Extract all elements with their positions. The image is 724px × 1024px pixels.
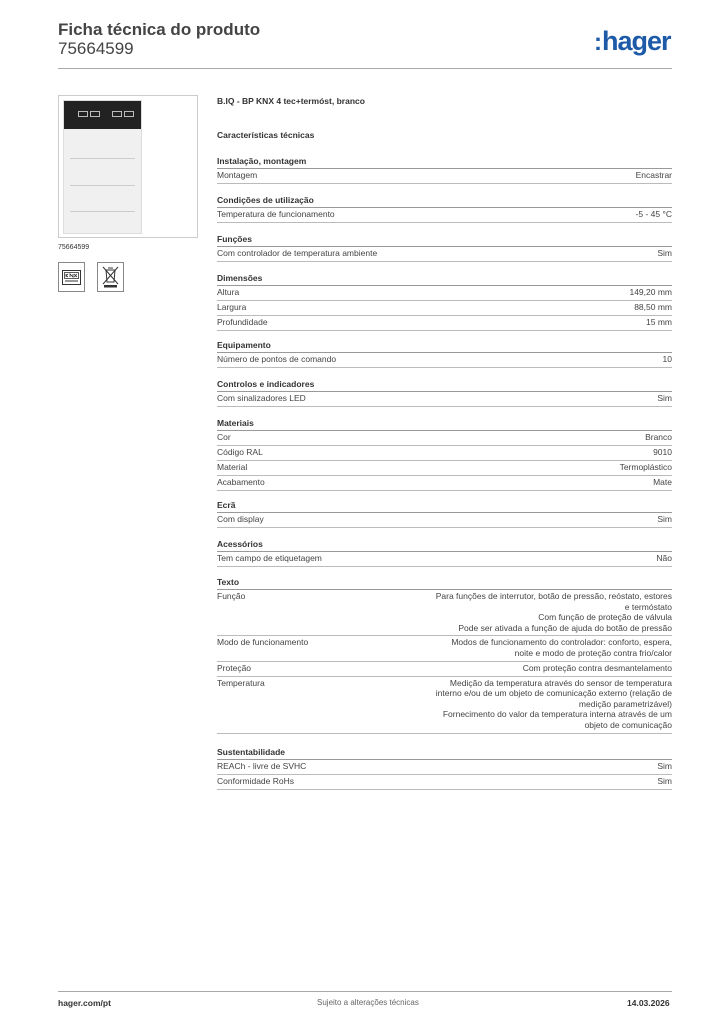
spec-row bbox=[217, 461, 672, 476]
spec-row bbox=[217, 476, 672, 491]
spec-value: Sim bbox=[657, 514, 672, 524]
spec-row bbox=[217, 636, 672, 661]
footer-note: Sujeito a alterações técnicas bbox=[317, 998, 419, 1007]
spec-label: Modo de funcionamento bbox=[217, 637, 309, 648]
spec-value-line: Para funções de interrutor, botão de pressão, reóstato, estores bbox=[435, 591, 672, 601]
spec-value-line: Pode ser ativada a função de ajuda do botão de pressão bbox=[458, 622, 672, 633]
spec-label: Cor bbox=[217, 432, 231, 442]
spec-value-line: Modos de funcionamento do controlador: conforto, espera, bbox=[451, 637, 672, 648]
spec-label: Material bbox=[217, 462, 248, 472]
footer-divider bbox=[58, 991, 672, 992]
spec-value bbox=[397, 663, 672, 674]
spec-row bbox=[217, 775, 672, 790]
spec-row bbox=[217, 208, 672, 223]
spec-value: -5 - 45 °C bbox=[635, 209, 672, 219]
spec-value-line: Com proteção contra desmantelamento bbox=[522, 662, 672, 673]
spec-section bbox=[217, 746, 672, 790]
doc-title: Ficha técnica do produto bbox=[58, 20, 261, 39]
spec-value: Sim bbox=[657, 248, 672, 258]
spec-value: 149,20 mm bbox=[629, 287, 672, 297]
spec-value: 9010 bbox=[653, 447, 672, 457]
spec-label: REACh - livre de SVHC bbox=[217, 761, 307, 771]
spec-row bbox=[217, 316, 672, 331]
spec-row bbox=[217, 353, 672, 368]
spec-label: Altura bbox=[217, 287, 240, 297]
spec-label: Acabamento bbox=[217, 477, 265, 487]
spec-value: 88,50 mm bbox=[634, 302, 672, 312]
spec-row bbox=[217, 431, 672, 446]
spec-section bbox=[217, 339, 672, 368]
product-display bbox=[64, 101, 141, 129]
spec-label: Código RAL bbox=[217, 447, 263, 457]
spec-value: Branco bbox=[645, 432, 672, 442]
section-title: Ecrã bbox=[217, 499, 672, 513]
spec-row bbox=[217, 169, 672, 184]
spec-value-line: Medição da temperatura através do sensor de temperatura bbox=[449, 677, 672, 688]
spec-label: Conformidade RoHs bbox=[217, 776, 295, 786]
image-caption: 75664599 bbox=[58, 244, 90, 251]
section-title: Equipamento bbox=[217, 339, 672, 353]
spec-label: Função bbox=[217, 591, 246, 601]
spec-value-line: Com função de proteção de válvula bbox=[538, 612, 672, 623]
section-title: Materiais bbox=[217, 417, 672, 431]
spec-value-line: medição parametrizável) bbox=[578, 698, 672, 709]
spec-section bbox=[217, 499, 672, 528]
spec-section bbox=[217, 576, 672, 734]
spec-label: Temperatura de funcionamento bbox=[217, 209, 335, 219]
spec-label: Largura bbox=[217, 302, 247, 312]
section-title: Dimensões bbox=[217, 272, 672, 286]
product-name: B.IQ - BP KNX 4 tec+termóst, branco bbox=[217, 96, 365, 106]
spec-row bbox=[217, 392, 672, 407]
footer-date: 14.03.2026 bbox=[627, 998, 670, 1008]
spec-label: Com controlador de temperatura ambiente bbox=[217, 248, 378, 258]
characteristics-title: Características técnicas bbox=[217, 130, 315, 140]
spec-label: Montagem bbox=[217, 170, 258, 180]
spec-value bbox=[397, 678, 672, 731]
spec-section bbox=[217, 378, 672, 407]
spec-value: Sim bbox=[657, 776, 672, 786]
spec-value-line: Fornecimento do valor da temperatura interna através de um bbox=[442, 709, 672, 720]
spec-label: Profundidade bbox=[217, 317, 268, 327]
spec-row bbox=[217, 247, 672, 262]
spec-row bbox=[217, 513, 672, 528]
section-title: Instalação, montagem bbox=[217, 155, 672, 169]
spec-row bbox=[217, 301, 672, 316]
spec-row bbox=[217, 662, 672, 677]
spec-value bbox=[397, 591, 672, 633]
knx-icon bbox=[58, 262, 85, 292]
spec-row bbox=[217, 446, 672, 461]
spec-row bbox=[217, 677, 672, 734]
spec-value-line: objeto de comunicação bbox=[584, 719, 672, 730]
spec-label: Tem campo de etiquetagem bbox=[217, 553, 322, 563]
section-title: Sustentabilidade bbox=[217, 746, 672, 760]
section-title: Acessórios bbox=[217, 538, 672, 552]
spec-row bbox=[217, 552, 672, 567]
spec-label: Com display bbox=[217, 514, 264, 524]
spec-label: Número de pontos de comando bbox=[217, 354, 337, 364]
spec-section bbox=[217, 417, 672, 491]
spec-value: 10 bbox=[662, 354, 672, 364]
spec-label: Temperatura bbox=[217, 677, 265, 688]
spec-row bbox=[217, 760, 672, 775]
product-plate bbox=[63, 100, 142, 234]
spec-value: Mate bbox=[653, 477, 672, 487]
spec-value-line: noite e modo de proteção contra frio/calor bbox=[514, 647, 672, 658]
section-title: Controlos e indicadores bbox=[217, 378, 672, 392]
section-title: Texto bbox=[217, 576, 672, 590]
footer-website: hager.com/pt bbox=[58, 998, 111, 1008]
spec-value: Encastrar bbox=[635, 170, 672, 180]
spec-value: Sim bbox=[657, 393, 672, 403]
spec-value-line: e termóstato bbox=[624, 601, 672, 612]
product-image bbox=[58, 95, 198, 238]
spec-value-line: interno e/ou de um objeto de comunicação externo (relação de bbox=[435, 688, 672, 699]
spec-label: Proteção bbox=[217, 662, 252, 673]
spec-section bbox=[217, 194, 672, 223]
header-divider bbox=[58, 68, 672, 69]
spec-value: Termoplástico bbox=[619, 462, 672, 472]
spec-section bbox=[217, 272, 672, 331]
spec-section bbox=[217, 155, 672, 184]
section-title: Funções bbox=[217, 233, 672, 247]
spec-value: 15 mm bbox=[646, 317, 672, 327]
doc-number: 75664599 bbox=[58, 39, 134, 58]
hager-logo: :hager bbox=[594, 26, 671, 56]
spec-row bbox=[217, 590, 672, 636]
spec-value: Não bbox=[656, 553, 672, 563]
spec-value bbox=[397, 637, 672, 658]
spec-section bbox=[217, 538, 672, 567]
section-title: Condições de utilização bbox=[217, 194, 672, 208]
spec-value: Sim bbox=[657, 761, 672, 771]
spec-section bbox=[217, 233, 672, 262]
spec-row bbox=[217, 286, 672, 301]
weee-bin-icon bbox=[97, 262, 124, 292]
spec-label: Com sinalizadores LED bbox=[217, 393, 306, 403]
